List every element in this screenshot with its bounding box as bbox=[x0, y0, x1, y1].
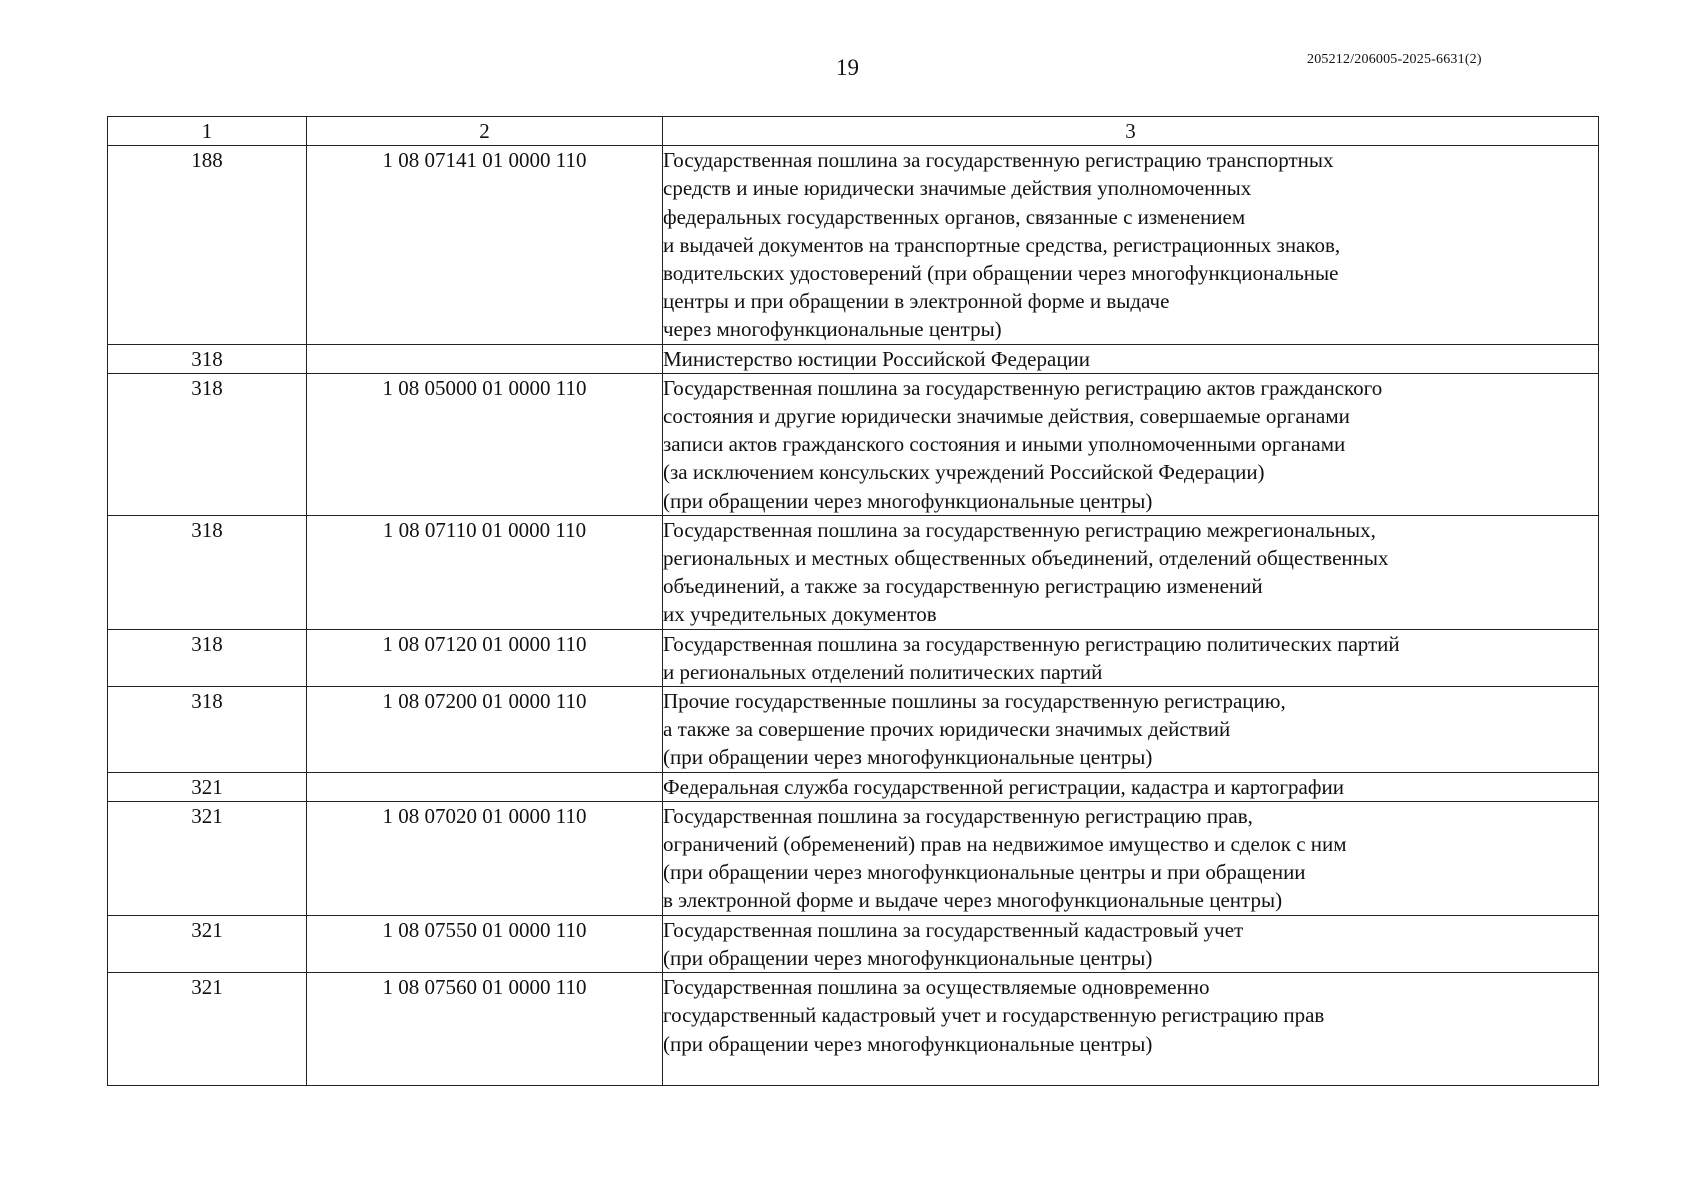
table-row bbox=[108, 801, 1599, 915]
budget-codes-table bbox=[107, 116, 1599, 1086]
table-row bbox=[108, 344, 1599, 373]
budget-code-cell: 1 08 07550 01 0000 110 bbox=[307, 915, 663, 972]
column-header-2: 2 bbox=[307, 117, 663, 146]
description-cell: Федеральная служба государственной регистрации, кадастра и картографии bbox=[663, 772, 1599, 801]
budget-code-cell bbox=[307, 772, 663, 801]
description-cell: Министерство юстиции Российской Федерации bbox=[663, 344, 1599, 373]
table-row bbox=[108, 915, 1599, 972]
page-number: 19 bbox=[836, 55, 859, 80]
admin-code-cell: 188 bbox=[108, 146, 307, 344]
admin-code-cell: 318 bbox=[108, 515, 307, 629]
budget-code-cell: 1 08 07110 01 0000 110 bbox=[307, 515, 663, 629]
description-cell: Государственная пошлина за государственную регистрацию транспортных средств и иные юридически значимые действия уполномоченных федеральных государственных органов, связанные с изменением и выдачей документов на транспортные средства, регистрационных знаков, водительских удостоверений (при обращении через многофункциональные центры и при обращении в электронной форме и выдаче через многофункциональные центры) bbox=[663, 146, 1599, 344]
budget-code-cell: 1 08 05000 01 0000 110 bbox=[307, 373, 663, 515]
table-row bbox=[108, 973, 1599, 1086]
admin-code-cell: 321 bbox=[108, 915, 307, 972]
description-cell: Государственная пошлина за государственную регистрацию актов гражданского состояния и другие юридически значимые действия, совершаемые органами записи актов гражданского состояния и иными уполномоченными органами (за исключением консульских учреждений Российской Федерации) (при обращении через многофункциональные центры) bbox=[663, 373, 1599, 515]
admin-code-cell: 318 bbox=[108, 687, 307, 773]
column-header-3: 3 bbox=[663, 117, 1599, 146]
table-row bbox=[108, 687, 1599, 773]
description-cell: Государственная пошлина за государственную регистрацию межрегиональных, региональных и местных общественных объединений, отделений общественных объединений, а также за государственную регистрацию изменений их учредительных документов bbox=[663, 515, 1599, 629]
description-cell: Государственная пошлина за осуществляемые одновременно государственный кадастровый учет и государственную регистрацию прав (при обращении через многофункциональные центры) bbox=[663, 973, 1599, 1086]
description-cell: Государственная пошлина за государственный кадастровый учет (при обращении через многофункциональные центры) bbox=[663, 915, 1599, 972]
description-cell: Государственная пошлина за государственную регистрацию политических партий и региональных отделений политических партий bbox=[663, 629, 1599, 686]
budget-code-cell: 1 08 07120 01 0000 110 bbox=[307, 629, 663, 686]
admin-code-cell: 321 bbox=[108, 973, 307, 1086]
budget-code-cell: 1 08 07560 01 0000 110 bbox=[307, 973, 663, 1086]
column-header-1: 1 bbox=[108, 117, 307, 146]
budget-code-cell: 1 08 07200 01 0000 110 bbox=[307, 687, 663, 773]
admin-code-cell: 321 bbox=[108, 772, 307, 801]
admin-code-cell: 318 bbox=[108, 344, 307, 373]
budget-code-cell: 1 08 07020 01 0000 110 bbox=[307, 801, 663, 915]
admin-code-cell: 318 bbox=[108, 373, 307, 515]
table-row bbox=[108, 772, 1599, 801]
description-cell: Государственная пошлина за государственную регистрацию прав, ограничений (обременений) прав на недвижимое имущество и сделок с ним (при обращении через многофункциональные центры и при обращении в электронной форме и выдаче через многофункциональные центры) bbox=[663, 801, 1599, 915]
budget-code-cell: 1 08 07141 01 0000 110 bbox=[307, 146, 663, 344]
description-cell: Прочие государственные пошлины за государственную регистрацию, а также за совершение прочих юридически значимых действий (при обращении через многофункциональные центры) bbox=[663, 687, 1599, 773]
table-row bbox=[108, 373, 1599, 515]
table-header-row bbox=[108, 117, 1599, 146]
budget-code-cell bbox=[307, 344, 663, 373]
table-row bbox=[108, 629, 1599, 686]
admin-code-cell: 318 bbox=[108, 629, 307, 686]
admin-code-cell: 321 bbox=[108, 801, 307, 915]
document-id: 205212/206005-2025-6631(2) bbox=[1307, 52, 1482, 67]
table-row bbox=[108, 146, 1599, 344]
table-row bbox=[108, 515, 1599, 629]
